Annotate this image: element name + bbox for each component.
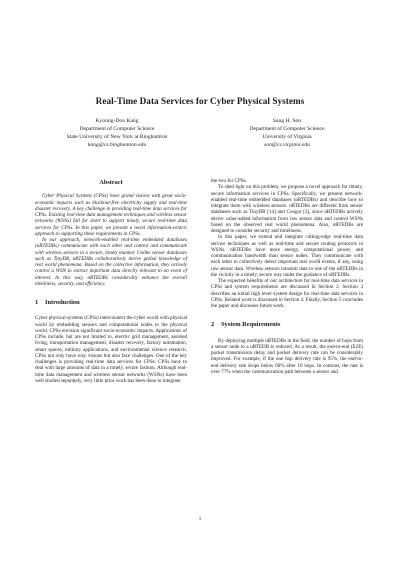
- author-name: Kyoung-Don Kang: [95, 118, 139, 124]
- section-title: Introduction: [45, 299, 80, 306]
- paper-title: Real-Time Data Services for Cyber Physical Systems: [95, 96, 305, 106]
- author-dept: Department of Computer Science: [79, 126, 155, 132]
- author-email: kang@cs.binghamton.edu: [87, 142, 147, 148]
- section-number: 2: [211, 321, 215, 329]
- body-paragraph: To shed light on this problem, we propose a novel approach for timely, secure information services in CPSs. Specifically, we present network-enabled real-time embedded databases (nRTEDBs) and describe how to integrate them with wireless sensors. nRTEDBs are different from sensor databases such as TinyDB [14] and Cougar [3], since nRTEDBs actively derive value-added information from raw sensor data and control WSNs based on the observed real world phenomena. Also, nRTEDBs are designed to consider security and timeliness.: [211, 184, 363, 234]
- right-column: [211, 178, 363, 375]
- abstract-heading: Abstract: [99, 179, 123, 186]
- body-paragraph: In this paper, we extend and integrate cutting-edge real-time data service techniques as well as real-time and secure routing protocols in WSNs. nRTEDBs have more energy, computational power, and communication bandwidth than sensor nodes. They communicate with each other to collectively detect important real world events, if any, using raw sensor data. Wireless sensors transmit data to one of the nRTEDBs in the vicinity in a timely, secure way under the guidance of nRTEDBs.: [211, 234, 363, 278]
- section-number: 1: [35, 299, 39, 306]
- intro-paragraph: Cyber physical systems (CPSs) interconnect the cyber world with physical world by embedding sensors and computational nodes to the physical world. CPSs envision significant socio-economic impacts. Applications of CPSs include, but are not limited to, electric grid management, assisted living, transportation management, disaster recovery, factory automation, smart spaces, military applications, and environmental science research. CPSs not only have rosy visions but also face challenges. One of the key challenges is providing real-time data services for CPSs: CPSs have to deal with large amounts of data in a timely, secure fashion. Although real-time data management and wireless sensor networks (WSNs) have been well studied separately, very little prior work has been done to integrate: [35, 315, 187, 384]
- author-block-2: [212, 117, 362, 149]
- section-title: System Requirements: [221, 321, 281, 329]
- abstract-paragraph: In our approach, network-enabled real-time embedded databases (nRTEDBs) communicate with each other and control and communicate with wireless sensors in a secure, timely manner. Unlike sensor databases such as TinyDB, nRTEDBs collaboratively derive global knowledge of real world phenomena. Based on the collective information, they actively control a WSN to extract important data directly relevant to an event of interest. In this way, nRTEDBs considerably enhance the overall timeliness, security, and efficiency.: [35, 237, 187, 287]
- page-number: 1: [198, 517, 202, 522]
- section-heading-introduction: [35, 300, 187, 306]
- section-heading-requirements: [211, 322, 363, 328]
- author-affiliation: State University of New York at Binghamton: [66, 134, 168, 140]
- author-email: son@cs.virginia.edu: [264, 142, 310, 148]
- body-paragraph: By deploying multiple nRTEDBs in the field, the number of hops from a sensor node to a nRTEDB is reduced. As a result, the end-to-end (E2E) packet transmission delay and packet delivery rate can be considerably improved. For example, if the one hop delivery rate is 95%, the end-to-end delivery rate drops below 60% after 10 hops. In contrast, the rate is over 77% when the communication path between a sensor and: [211, 337, 363, 375]
- author-dept: Department of Computer Science: [249, 126, 325, 132]
- abstract-paragraph: Cyber Physical Systems (CPSs) have grand visions with great socio-economic impacts such as blackout-free electricity supply and real-time disaster recovery. A key challenge in providing real-time data services for CPSs. Existing real-time data management techniques and wireless sensor networks (WSNs) fall far short to support timely, secure real-time data services for CPSs. In this paper, we present a novel information-centric approach to supporting these requirements in CPSs.: [35, 193, 187, 237]
- author-block-1: [42, 117, 192, 149]
- body-paragraph: The expected benefits of our architecture for real-time data services in CPSs and system requirements are discussed in Section 2. Section 3 describes an initial high level system design for real-time data services in CPSs. Related work is discussed in Section 4. Finally, Section 5 concludes the paper and discusses future work.: [211, 278, 363, 309]
- author-name: Sang H. Son: [272, 118, 302, 124]
- author-affiliation: University of Virginia: [262, 134, 312, 140]
- left-column: [35, 176, 187, 384]
- abstract-body: [35, 193, 187, 287]
- body-paragraph: the two for CPSs.: [211, 178, 247, 184]
